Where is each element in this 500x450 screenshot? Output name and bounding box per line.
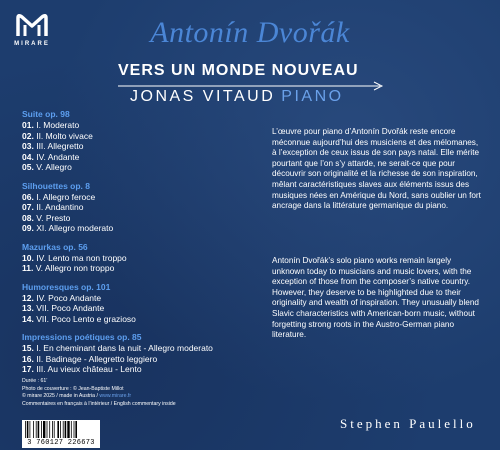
track-item [22, 354, 262, 365]
track-number: 09. [22, 223, 34, 233]
duration: Durée : 61’ [22, 378, 48, 384]
track-item [22, 293, 262, 304]
barcode-bar [33, 421, 34, 438]
track-item [22, 364, 262, 375]
barcode-bar [36, 421, 37, 438]
track-title: I. Moderato [36, 120, 80, 130]
track-item [22, 223, 262, 234]
work-title: Silhouettes op. 8 [22, 180, 91, 191]
barcode-bar [49, 421, 50, 438]
track-number: 10. [22, 252, 34, 263]
photo-credit: Photo de couverture : © Jean-Baptiste Millot [22, 385, 124, 392]
track-title: V. Allegro [36, 162, 72, 172]
track-group [22, 180, 262, 234]
copyright-line [22, 393, 176, 401]
barcode-bar [54, 421, 55, 438]
track-title: II. Molto vivace [36, 130, 93, 141]
track-item [22, 152, 262, 163]
barcode-bar [43, 421, 45, 438]
track-title: IV. Lento ma non troppo [36, 252, 127, 263]
track-group [22, 281, 262, 325]
track-number: 16. [22, 353, 34, 364]
track-number: 05. [22, 162, 34, 172]
track-number: 15. [22, 343, 34, 353]
track-title: IV. Poco Andante [36, 292, 102, 303]
track-number: 13. [22, 303, 34, 313]
track-item [22, 120, 262, 131]
track-item [22, 202, 262, 213]
track-title: II. Andantino [36, 202, 84, 212]
barcode-bar [63, 421, 64, 438]
track-number: 02. [22, 130, 34, 141]
track-item [22, 141, 262, 152]
track-group [22, 331, 262, 375]
barcode-bar [57, 421, 59, 438]
work-title: Humoresques op. 101 [22, 281, 111, 292]
track-title: I. En cheminant dans la nuit - Allegro moderato [36, 343, 213, 353]
track-item [22, 263, 262, 274]
track-title: I. Allegro feroce [36, 191, 96, 202]
track-title: XI. Allegro moderato [36, 223, 114, 233]
barcode-bar [71, 421, 72, 438]
work-title: Suite op. 98 [22, 109, 70, 119]
work-title: Impressions poétiques op. 85 [22, 332, 142, 342]
track-title: VII. Poco Andante [36, 303, 105, 313]
track-title: IV. Andante [36, 151, 80, 162]
credits [22, 378, 176, 408]
track-title: VII. Poco Lento e grazioso [36, 313, 136, 324]
track-item [22, 343, 262, 354]
barcode-bar [30, 421, 31, 438]
track-item [22, 213, 262, 224]
barcode-digits: 3 760127 226673 [27, 439, 95, 447]
liner-text-fr: L’œuvre pour piano d’Antonín Dvořák reste encore méconnue aujourd’hui des musiciens et des mélomanes, à l’exception de ceux issus de son pays natal. Elle mérite pourtant que l’on s’y attarde, ne serait-ce que pour découvrir son originalité et la richesse de son inspiration, mêlant caractéristiques slaves aux éléments issus des musiques nées en Amérique du Nord, sans oublier un fort ancrage dans la littérature germanique du piano. [272, 127, 481, 211]
track-list [22, 108, 262, 382]
track-item [22, 303, 262, 314]
barcode-bar [38, 421, 40, 438]
track-title: II. Badinage - Allegretto leggiero [36, 353, 158, 364]
track-number: 17. [22, 364, 34, 374]
track-number: 14. [22, 313, 34, 324]
track-number: 12. [22, 292, 34, 303]
track-item [22, 192, 262, 203]
track-number: 01. [22, 120, 34, 130]
artist-line [130, 88, 344, 106]
track-group [22, 108, 262, 173]
copyright: © mirare 2025 / made in Austria / [22, 393, 100, 399]
track-number: 04. [22, 151, 34, 162]
track-number: 08. [22, 212, 34, 223]
track-title: V. Allegro non troppo [35, 263, 115, 273]
barcode-bar [67, 421, 69, 438]
track-title: V. Presto [36, 212, 71, 223]
track-title: III. Allegretto [36, 141, 84, 151]
barcode-bar [74, 421, 75, 438]
track-number: 06. [22, 191, 34, 202]
label-name: MIRARE [14, 41, 50, 47]
barcode [22, 420, 100, 448]
barcode-bar [25, 421, 26, 438]
track-group [22, 241, 262, 274]
track-item [22, 253, 262, 264]
track-number: 07. [22, 202, 34, 212]
website-link[interactable]: www.mirare.fr [99, 393, 132, 399]
track-item [22, 162, 262, 173]
signature: Stephen Paulello [340, 416, 476, 431]
barcode-bar [41, 421, 42, 438]
track-item [22, 314, 262, 325]
commentary-note: Commentaires en français à l’intérieur / English commentary inside [22, 400, 176, 407]
barcode-bar [52, 421, 53, 438]
artist-role: PIANO [281, 88, 344, 105]
track-number: 03. [22, 141, 34, 151]
liner-text-en: Antonín Dvořák’s solo piano works remain largely unknown today to musicians and music lovers, with the exception of those from the composer’s native country. However, they deserve to be highlighted due to their originality and wealth of inspiration. They unusually blend Slavic characteristics with American-born music, without forgetting strong roots in the Austro-German piano literature. [272, 256, 479, 340]
work-title: Mazurkas op. 56 [22, 241, 88, 252]
barcode-bar [60, 421, 61, 438]
barcode-bars [22, 420, 100, 439]
barcode-bar [65, 421, 67, 438]
artist-name: JONAS VITAUD [130, 88, 276, 105]
track-number: 11. [22, 263, 34, 273]
track-title: III. Au vieux château - Lento [36, 364, 142, 374]
track-item [22, 131, 262, 142]
barcode-bar [27, 421, 29, 438]
album-title: VERS UN MONDE NOUVEAU [118, 62, 359, 79]
barcode-bar [75, 421, 77, 438]
barcode-bar [47, 421, 48, 438]
composer-name: Antonín Dvořák [150, 16, 350, 49]
